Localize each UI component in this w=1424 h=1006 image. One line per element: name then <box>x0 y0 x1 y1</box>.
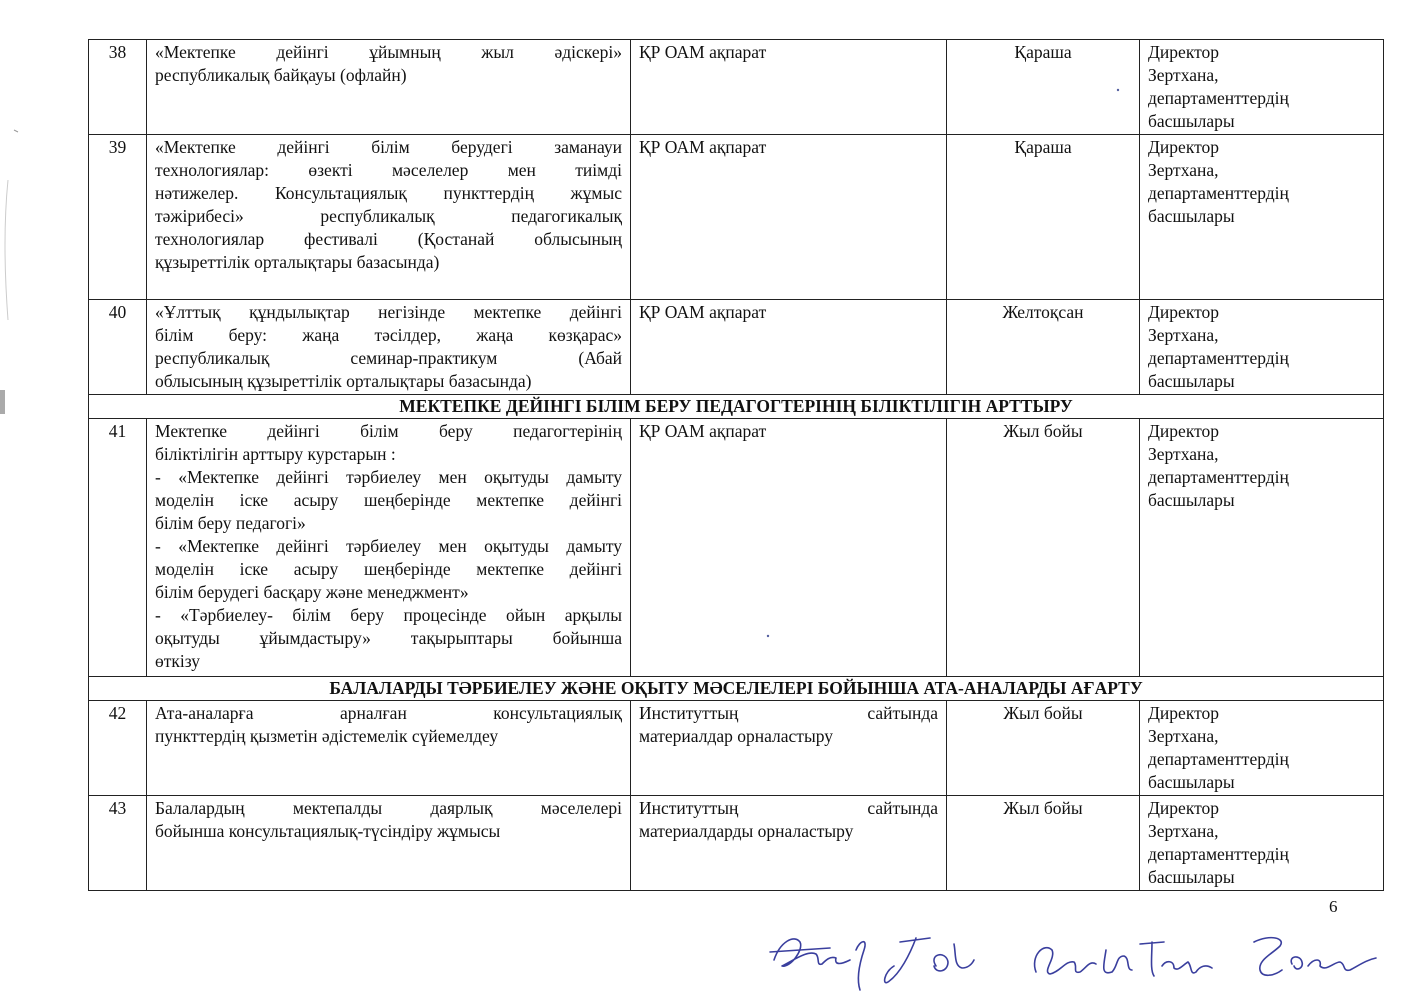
section-heading-row <box>89 677 1384 701</box>
row-number: 39 <box>89 135 147 300</box>
responsible-line: Зертхана, <box>1148 160 1219 180</box>
responsible-line: департаменттердің <box>1148 467 1289 487</box>
event-term: Жыл бойы <box>947 419 1140 677</box>
table-row <box>89 419 1384 677</box>
event-title-line: өткізу <box>155 651 201 671</box>
responsible-line: департаменттердің <box>1148 749 1289 769</box>
page-number: 6 <box>1329 897 1338 916</box>
event-title-line: моделін іске асыру шеңберінде мектепке дейінгі <box>155 490 622 510</box>
table-row <box>89 701 1384 796</box>
event-title-line: нәтижелер. Консультациялық пункттердің жұмыс <box>155 183 622 203</box>
event-term: Жыл бойы <box>947 796 1140 891</box>
table-row <box>89 300 1384 395</box>
event-source: ҚР ОАМ ақпарат <box>631 419 947 677</box>
event-title-line: Балалардың мектепалды даярлық мәселелері <box>155 798 622 818</box>
responsible-line: басшылары <box>1148 867 1235 887</box>
responsible-line: Директор <box>1148 137 1220 157</box>
event-title <box>147 40 631 135</box>
responsible-line: Зертхана, <box>1148 726 1219 746</box>
plan-table <box>88 39 1384 891</box>
event-title-line: республикалық семинар-практикум (Абай <box>155 348 622 368</box>
responsible-line: басшылары <box>1148 490 1235 510</box>
event-title-line: «Мектепке дейінгі ұйымның жыл әдіскері» <box>155 42 622 62</box>
event-term: Желтоқсан <box>947 300 1140 395</box>
responsible-line: Директор <box>1148 42 1220 62</box>
row-number: 42 <box>89 701 147 796</box>
section-heading: МЕКТЕПКЕ ДЕЙІНГІ БІЛІМ БЕРУ ПЕДАГОГТЕРІНІҢ БІЛІКТІЛІГІН АРТТЫРУ <box>89 395 1384 419</box>
event-source-line: материалдар орналастыру <box>639 726 833 746</box>
event-title-line: - «Тәрбиелеу- білім беру процесінде ойын арқылы <box>155 605 622 625</box>
responsible-line: Директор <box>1148 798 1220 818</box>
event-title-line: Мектепке дейінгі білім беру педагогтерінің <box>155 421 622 441</box>
event-title-line: технологиялар: өзекті мәселелер мен тиімді <box>155 160 622 180</box>
responsible-line: Директор <box>1148 302 1220 322</box>
event-title <box>147 796 631 891</box>
responsible-line: басшылары <box>1148 206 1235 226</box>
event-title <box>147 419 631 677</box>
responsible-line: басшылары <box>1148 371 1235 391</box>
event-responsible <box>1140 701 1384 796</box>
scan-speck <box>1116 88 1120 92</box>
event-title <box>147 300 631 395</box>
event-title-line: білім берудегі басқару және менеджмент» <box>155 582 469 602</box>
responsible-line: Зертхана, <box>1148 325 1219 345</box>
row-number: 38 <box>89 40 147 135</box>
responsible-line: департаменттердің <box>1148 348 1289 368</box>
event-title-line: технологиялар фестивалі (Қостанай облысының <box>155 229 622 249</box>
signatures-icon <box>760 920 1400 1000</box>
event-title-line: білім беру педагогі» <box>155 513 306 533</box>
table-row <box>89 40 1384 135</box>
section-heading-row <box>89 395 1384 419</box>
event-responsible <box>1140 135 1384 300</box>
event-responsible <box>1140 796 1384 891</box>
event-title-line: «Мектепке дейінгі білім берудегі заманауи <box>155 137 622 157</box>
responsible-line: Зертхана, <box>1148 444 1219 464</box>
event-source: ҚР ОАМ ақпарат <box>631 135 947 300</box>
event-source-line: Институттың сайтында <box>639 798 938 818</box>
event-title-line: республикалық байқауы (офлайн) <box>155 65 407 85</box>
event-title-line: - «Мектепке дейінгі тәрбиелеу мен оқытуды дамыту <box>155 467 622 487</box>
event-source-line: Институттың сайтында <box>639 703 938 723</box>
event-title-line: моделін іске асыру шеңберінде мектепке дейінгі <box>155 559 622 579</box>
row-number: 40 <box>89 300 147 395</box>
event-title-line: біліктілігін арттыру курстарын : <box>155 444 396 464</box>
section-heading: БАЛАЛАРДЫ ТӘРБИЕЛЕУ ЖӘНЕ ОҚЫТУ МӘСЕЛЕЛЕРІ БОЙЫНША АТА-АНАЛАРДЫ АҒАРТУ <box>89 677 1384 701</box>
event-source: ҚР ОАМ ақпарат <box>631 300 947 395</box>
event-title-line: тәжірибесі» республикалық педагогикалық <box>155 206 622 226</box>
responsible-line: басшылары <box>1148 111 1235 131</box>
event-responsible <box>1140 40 1384 135</box>
event-source <box>631 701 947 796</box>
table-row <box>89 796 1384 891</box>
responsible-line: Зертхана, <box>1148 821 1219 841</box>
event-term: Қараша <box>947 40 1140 135</box>
event-title-line: - «Мектепке дейінгі тәрбиелеу мен оқытуды дамыту <box>155 536 622 556</box>
scan-speck <box>766 634 770 638</box>
row-number: 43 <box>89 796 147 891</box>
event-title-line: оқытуды ұйымдастыру» тақырыптары бойынша <box>155 628 622 648</box>
responsible-line: Директор <box>1148 421 1220 441</box>
event-responsible <box>1140 419 1384 677</box>
responsible-line: Директор <box>1148 703 1220 723</box>
event-title-line: облысының құзыреттілік орталықтары базасында) <box>155 371 532 391</box>
event-title-line: білім беру: жаңа тәсілдер, жаңа көзқарас» <box>155 325 622 345</box>
responsible-line: басшылары <box>1148 772 1235 792</box>
row-number: 41 <box>89 419 147 677</box>
event-responsible <box>1140 300 1384 395</box>
event-title-line: бойынша консультациялық-түсіндіру жұмысы <box>155 821 501 841</box>
event-title-line: пункттердің қызметін әдістемелік сүйемелдеу <box>155 726 499 746</box>
responsible-line: департаменттердің <box>1148 88 1289 108</box>
responsible-line: департаменттердің <box>1148 183 1289 203</box>
event-source-line: материалдарды орналастыру <box>639 821 854 841</box>
event-title-line: Ата-аналарға арналған консультациялық <box>155 703 622 723</box>
scan-artifact <box>0 120 20 420</box>
event-title-line: құзыреттілік орталықтары базасында) <box>155 252 440 272</box>
event-title-line: «Ұлттық құндылықтар негізінде мектепке дейінгі <box>155 302 622 322</box>
event-title <box>147 135 631 300</box>
event-term: Қараша <box>947 135 1140 300</box>
table-row <box>89 135 1384 300</box>
event-source <box>631 796 947 891</box>
event-source: ҚР ОАМ ақпарат <box>631 40 947 135</box>
responsible-line: Зертхана, <box>1148 65 1219 85</box>
event-term: Жыл бойы <box>947 701 1140 796</box>
responsible-line: департаменттердің <box>1148 844 1289 864</box>
event-title <box>147 701 631 796</box>
